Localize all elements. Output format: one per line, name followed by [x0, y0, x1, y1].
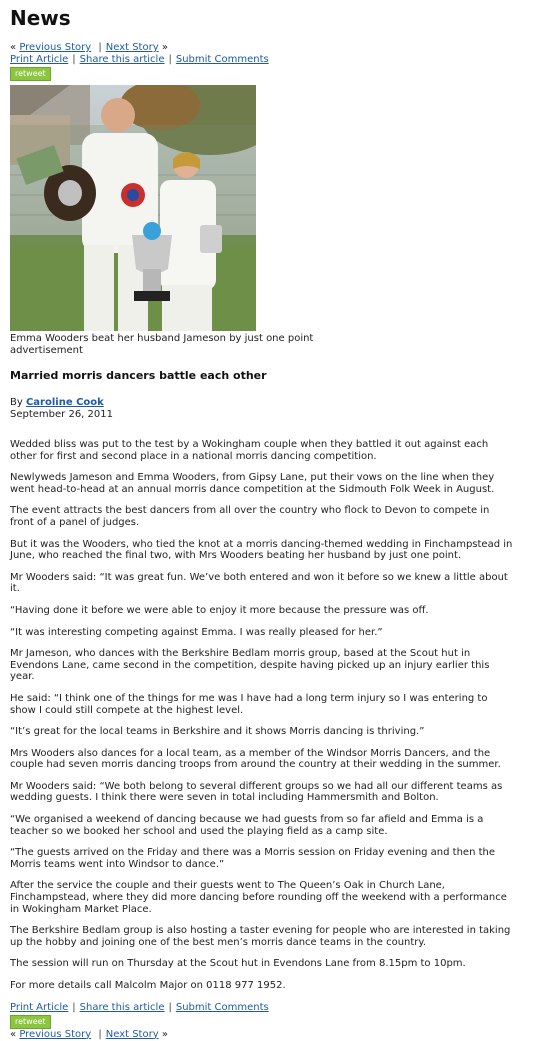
action-separator: |	[72, 1001, 76, 1013]
article-paragraph: But it was the Wooders, who tied the knot at a morris dancing-themed wedding in Finchampstead in June, who reached the final two, with Mrs Wooders beating her husband by just one point.	[10, 538, 513, 562]
next-story-link[interactable]: Next Story	[105, 1028, 159, 1040]
article-paragraph: “Having done it before we were able to enjoy it more because the pressure was off.	[10, 604, 429, 616]
article-paragraph: Mr Wooders said: “We both belong to several different groups so we had all our different teams as wedding guests. I think there were seven in total including Hammersmith and Bolton.	[10, 780, 503, 804]
article-paragraph: Mr Jameson, who dances with the Berkshire Bedlam morris group, based at the Scout hut in Evendons Lane, came second in the competition, despite having picked up an injury earlier this year.	[10, 648, 490, 683]
byline	[10, 397, 525, 409]
article-paragraph: “It was interesting competing against Emma. I was really pleased for her.”	[10, 626, 383, 638]
article-photo	[10, 85, 256, 331]
article-paragraph: For more details call Malcolm Major on 0118 977 1952.	[10, 980, 286, 991]
article-paragraph: “The guests arrived on the Friday and there was a Morris session on Friday evening and then the Morris teams went into Windsor to dance.”	[10, 847, 496, 870]
article-paragraph: “It’s great for the local teams in Berkshire and it shows Morris dancing is thriving.”	[10, 726, 425, 738]
retweet-row-top	[10, 66, 525, 81]
retweet-button[interactable]: retweet	[10, 1015, 51, 1029]
article-actions-bottom	[10, 1002, 525, 1014]
article-paragraph: He said: “I think one of the things for me was I have had a long term injury so I was entering to show I could still compete at the highest level.	[10, 692, 488, 716]
nav-separator: |	[98, 1028, 102, 1040]
retweet-row-bottom	[10, 1014, 525, 1029]
submit-comments-link[interactable]: Submit Comments	[175, 54, 269, 65]
article-paragraph: The session will run on Thursday at the Scout hut in Evendons Lane from 8.15pm to 10pm.	[10, 958, 466, 970]
previous-story-link[interactable]: Previous Story	[19, 1028, 92, 1040]
article-paragraph: Wedded bliss was put to the test by a Wokingham couple when they battled it out against each other for first and second place in a national morris dancing competition.	[10, 439, 489, 462]
byline-prefix: By	[10, 397, 23, 408]
article-actions-top	[10, 54, 525, 66]
action-separator: |	[168, 1001, 172, 1013]
prev-marker: «	[10, 1028, 17, 1040]
article-paragraph: The Berkshire Bedlam group is also hosting a taster evening for people who are interested in taking up the hobby and joining one of the best men’s morris dance teams in the country.	[10, 925, 511, 948]
author-link[interactable]: Caroline Cook	[25, 397, 104, 408]
previous-story-link[interactable]: Previous Story	[19, 42, 92, 53]
submit-comments-link[interactable]: Submit Comments	[175, 1001, 269, 1013]
story-nav-bottom	[10, 1029, 525, 1041]
nav-separator: |	[98, 42, 102, 53]
article-paragraph: Mr Wooders said: “It was great fun. We’ve both entered and won it before so we knew a little about it.	[10, 571, 508, 595]
print-article-link[interactable]: Print Article	[10, 1001, 69, 1013]
article-headline: Married morris dancers battle each other	[10, 369, 267, 382]
next-marker: »	[161, 42, 168, 53]
article-paragraph: After the service the couple and their guests went to The Queen’s Oak in Church Lane, Finchampstead, where they did more dancing before rounding off the weekend with a performance in Wokingham Market Place.	[10, 880, 507, 915]
section-title: News	[10, 6, 71, 30]
article-paragraph: The event attracts the best dancers from all over the country who flock to Devon to compete in front of a panel of judges.	[10, 505, 490, 528]
advertisement-label: advertisement	[10, 345, 83, 356]
action-separator: |	[168, 54, 172, 65]
article-body	[10, 439, 525, 992]
retweet-button[interactable]: retweet	[10, 67, 51, 81]
article-paragraph: Newlyweds Jameson and Emma Wooders, from Gipsy Lane, put their vows on the line when they went head-to-head at an annual morris dance competition at the Sidmouth Folk Week in August.	[10, 472, 495, 495]
article-paragraph: “We organised a weekend of dancing because we had guests from so far afield and Emma is a teacher so we booked her school and used the playing field as a camp site.	[10, 814, 484, 837]
print-article-link[interactable]: Print Article	[10, 54, 69, 65]
article-date: September 26, 2011	[10, 409, 113, 420]
article-paragraph: Mrs Wooders also dances for a local team, as a member of the Windsor Morris Dancers, and the couple had seven morris dancing troops from around the country at their wedding in the summer.	[10, 747, 501, 771]
share-article-link[interactable]: Share this article	[79, 54, 165, 65]
next-marker: »	[161, 1028, 168, 1040]
share-article-link[interactable]: Share this article	[79, 1001, 165, 1013]
prev-marker: «	[10, 42, 17, 53]
story-nav-top	[10, 42, 525, 54]
photo-caption: Emma Wooders beat her husband Jameson by just one point	[10, 333, 314, 344]
action-separator: |	[72, 54, 76, 65]
next-story-link[interactable]: Next Story	[105, 42, 159, 53]
